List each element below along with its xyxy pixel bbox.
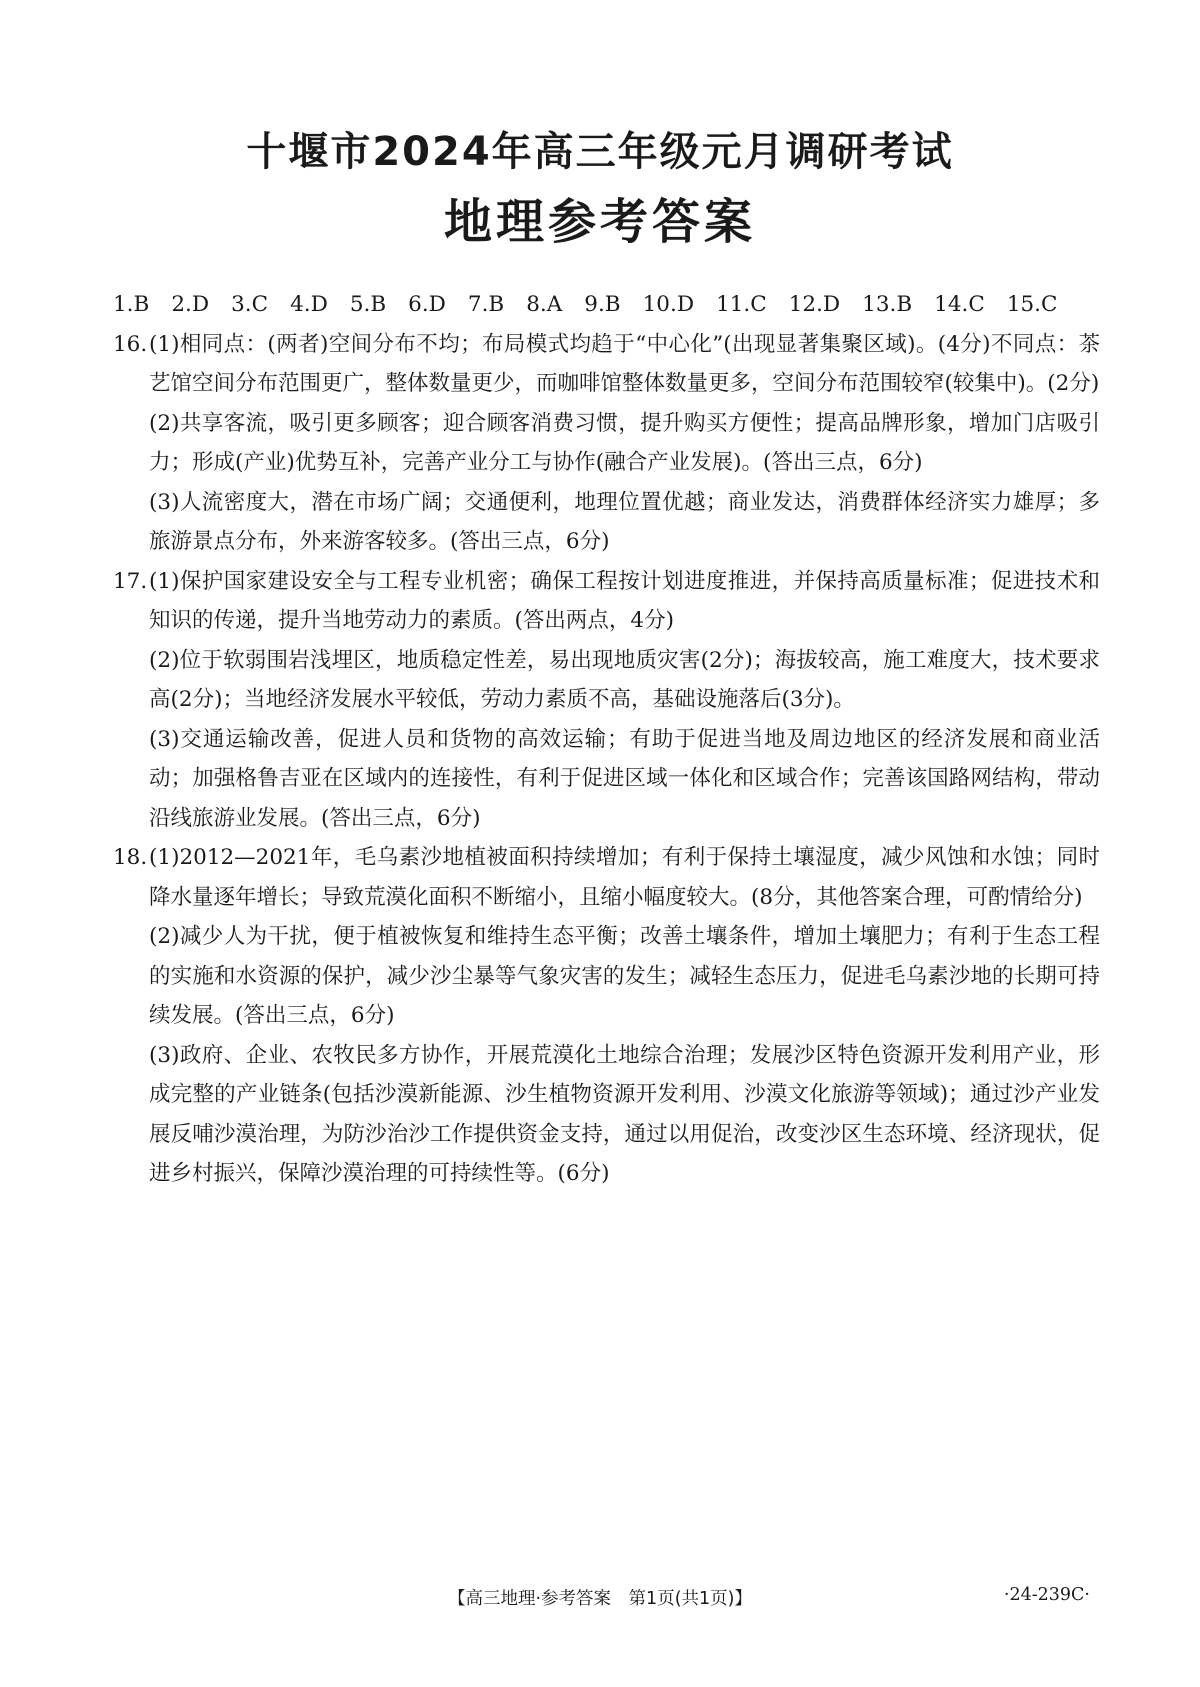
- free-response-answers: [113, 325, 1100, 1194]
- answer-part: (1)相同点：(两者)空间分布不均；布局模式均趋于“中心化”(出现显著集聚区域)。(4分)不同点：茶艺馆空间分布范围更广，整体数量更少，而咖啡馆整体数量更多，空间分布范围较窄(较集中)。(2分): [149, 331, 1100, 396]
- question-body: [149, 562, 1100, 839]
- mc-answer: 11.C: [716, 292, 767, 317]
- mc-answer: 10.D: [642, 292, 695, 317]
- answer-part: (2)共享客流，吸引更多顾客；迎合顾客消费习惯，提升购买方便性；提高品牌形象，增加门店吸引力；形成(产业)优势互补，完善产业分工与协作(融合产业发展)。(答出三点，6分): [149, 410, 1100, 475]
- exam-title: 十堰市2024年高三年级元月调研考试: [246, 129, 954, 175]
- mc-answer: 13.B: [862, 292, 913, 317]
- answer-part: (3)交通运输改善，促进人员和货物的高效运输；有助于促进当地及周边地区的经济发展和商业活动；加强格鲁吉亚在区域内的连接性，有利于促进区域一体化和区域合作；完善该国路网结构，带动沿线旅游业发展。(答出三点，6分): [149, 726, 1100, 831]
- question-body: [149, 838, 1100, 1194]
- answer-part: (2)位于软弱围岩浅埋区，地质稳定性差，易出现地质灾害(2分)；海拔较高，施工难度大，技术要求高(2分)；当地经济发展水平较低，劳动力素质不高，基础设施落后(3分)。: [149, 647, 1100, 712]
- mc-answer: 1.B: [113, 292, 150, 317]
- question-18: [113, 838, 1100, 1194]
- mc-answer: 3.C: [231, 292, 269, 317]
- page-footer: 【高三地理·参考答案 第1页(共1页)】: [448, 1589, 752, 1609]
- answer-part: (2)减少人为干扰，便于植被恢复和维持生态平衡；改善土壤条件，增加土壤肥力；有利于生态工程的实施和水资源的保护，减少沙尘暴等气象灾害的发生；减轻生态压力，促进毛乌素沙地的长期可持续发展。(答出三点，6分): [149, 924, 1100, 1028]
- mc-answer: 8.A: [526, 292, 563, 317]
- multiple-choice-answers: [113, 285, 1100, 325]
- question-16: [113, 325, 1100, 562]
- mc-answer: 5.B: [349, 292, 387, 317]
- mc-answer: 7.B: [467, 292, 505, 317]
- mc-answer: 4.D: [290, 292, 328, 317]
- answer-part: (3)政府、企业、农牧民多方协作，开展荒漠化土地综合治理；发展沙区特色资源开发利用产业，形成完整的产业链条(包括沙漠新能源、沙生植物资源开发利用、沙漠文化旅游等领域)；通过沙产业发展反哺沙漠治理，为防沙治沙工作提供资金支持，通过以用促治，改变沙区生态环境、经济现状，促进乡村振兴，保障沙漠治理的可持续性等。(6分): [149, 1042, 1100, 1186]
- question-number: 16.: [113, 331, 148, 357]
- document-title: 地理参考答案: [443, 194, 756, 250]
- question-number: 17.: [113, 568, 148, 594]
- mc-answer: 14.C: [934, 292, 985, 317]
- mc-answer: 9.B: [584, 292, 621, 317]
- question-17: [113, 562, 1100, 839]
- mc-answer: 12.D: [788, 292, 841, 317]
- answer-part: (3)人流密度大，潜在市场广阔；交通便利，地理位置优越；商业发达，消费群体经济实力雄厚；多旅游景点分布，外来游客较多。(答出三点，6分): [149, 489, 1100, 554]
- mc-answer: 2.D: [171, 292, 210, 317]
- mc-answer: 6.D: [408, 292, 446, 317]
- question-body: [149, 325, 1100, 562]
- document-code: ·24-239C·: [1003, 1585, 1090, 1605]
- answer-part: (1)2012—2021年，毛乌素沙地植被面积持续增加；有利于保持土壤湿度，减少风蚀和水蚀；同时降水量逐年增长；导致荒漠化面积不断缩小，且缩小幅度较大。(8分，其他答案合理，可酌情给分): [149, 845, 1100, 910]
- question-number: 18.: [113, 845, 148, 870]
- answer-part: (1)保护国家建设安全与工程专业机密；确保工程按计划进度推进，并保持高质量标准；促进技术和知识的传递，提升当地劳动力的素质。(答出两点，4分): [149, 568, 1100, 633]
- mc-answer: 15.C: [1006, 292, 1058, 317]
- answer-content: [113, 285, 1100, 1194]
